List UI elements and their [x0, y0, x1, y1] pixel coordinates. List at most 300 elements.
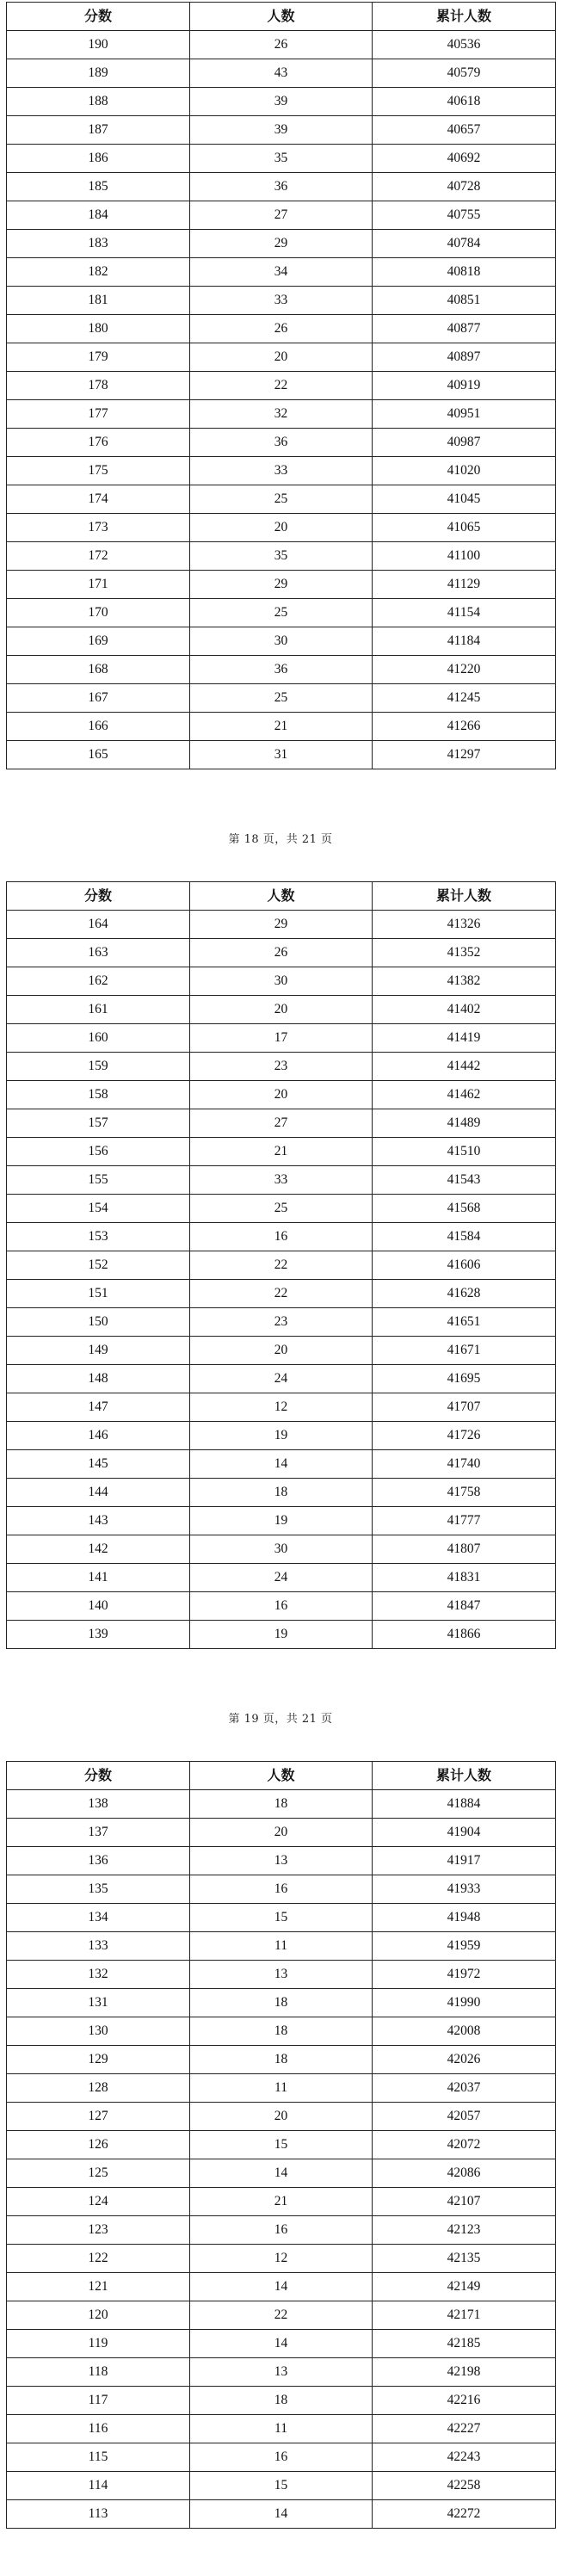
table-row — [7, 315, 556, 343]
cell-score: 170 — [7, 599, 190, 627]
page-footer: 第 18 页，共 21 页 — [228, 833, 333, 846]
cell-cumulative: 41959 — [373, 1932, 556, 1961]
cell-cumulative: 41326 — [373, 911, 556, 939]
cell-count: 19 — [190, 1507, 373, 1535]
cell-count: 26 — [190, 939, 373, 967]
cell-score: 154 — [7, 1195, 190, 1223]
table-row — [7, 1223, 556, 1251]
cell-count: 18 — [190, 2017, 373, 2046]
cell-score: 136 — [7, 1847, 190, 1875]
cell-count: 21 — [190, 1138, 373, 1166]
cell-score: 157 — [7, 1109, 190, 1138]
cell-score: 143 — [7, 1507, 190, 1535]
cell-count: 12 — [190, 2245, 373, 2273]
cell-cumulative: 41707 — [373, 1393, 556, 1422]
cell-cumulative: 42185 — [373, 2330, 556, 2358]
score-table-block-1 — [6, 2, 555, 769]
cell-score: 150 — [7, 1308, 190, 1337]
cell-count: 18 — [190, 1479, 373, 1507]
cell-count: 25 — [190, 485, 373, 514]
cell-score: 182 — [7, 258, 190, 287]
cell-cumulative: 42008 — [373, 2017, 556, 2046]
cell-count: 18 — [190, 1989, 373, 2017]
cell-cumulative: 41866 — [373, 1621, 556, 1649]
table-row — [7, 1592, 556, 1621]
cell-score: 180 — [7, 315, 190, 343]
cell-cumulative: 42072 — [373, 2131, 556, 2159]
cell-cumulative: 40657 — [373, 116, 556, 145]
table-row — [7, 967, 556, 996]
cell-count: 21 — [190, 2188, 373, 2216]
cell-score: 171 — [7, 571, 190, 599]
table-row — [7, 145, 556, 173]
cell-score: 138 — [7, 1790, 190, 1819]
cell-cumulative: 40728 — [373, 173, 556, 201]
cell-count: 15 — [190, 1904, 373, 1932]
cell-score: 151 — [7, 1280, 190, 1308]
cell-count: 21 — [190, 713, 373, 741]
table-row — [7, 2074, 556, 2103]
cell-cumulative: 41220 — [373, 656, 556, 684]
cell-count: 14 — [190, 1450, 373, 1479]
cell-score: 173 — [7, 514, 190, 542]
cell-cumulative: 40692 — [373, 145, 556, 173]
header-cumulative: 累计人数 — [373, 3, 556, 31]
cell-cumulative: 41948 — [373, 1904, 556, 1932]
cell-cumulative: 40536 — [373, 31, 556, 59]
table-row — [7, 1422, 556, 1450]
cell-cumulative: 41402 — [373, 996, 556, 1024]
table-row — [7, 1053, 556, 1081]
cell-cumulative: 41510 — [373, 1138, 556, 1166]
cell-count: 39 — [190, 88, 373, 116]
cell-cumulative: 42149 — [373, 2273, 556, 2301]
table-row — [7, 1195, 556, 1223]
cell-count: 29 — [190, 911, 373, 939]
cell-cumulative: 41831 — [373, 1564, 556, 1592]
cell-score: 140 — [7, 1592, 190, 1621]
cell-cumulative: 42258 — [373, 2472, 556, 2500]
cell-score: 183 — [7, 230, 190, 258]
table-row — [7, 400, 556, 429]
cell-score: 121 — [7, 2273, 190, 2301]
cell-count: 24 — [190, 1365, 373, 1393]
table-row — [7, 2358, 556, 2387]
cell-count: 15 — [190, 2131, 373, 2159]
cell-score: 187 — [7, 116, 190, 145]
cell-score: 114 — [7, 2472, 190, 2500]
cell-cumulative: 41695 — [373, 1365, 556, 1393]
table-row — [7, 2301, 556, 2330]
cell-cumulative: 41904 — [373, 1819, 556, 1847]
table-row — [7, 1251, 556, 1280]
cell-score: 128 — [7, 2074, 190, 2103]
cell-cumulative: 41020 — [373, 457, 556, 485]
cell-count: 36 — [190, 429, 373, 457]
cell-count: 26 — [190, 31, 373, 59]
cell-score: 169 — [7, 627, 190, 656]
cell-score: 162 — [7, 967, 190, 996]
table-row — [7, 599, 556, 627]
cell-score: 176 — [7, 429, 190, 457]
cell-score: 144 — [7, 1479, 190, 1507]
cell-cumulative: 42123 — [373, 2216, 556, 2245]
cell-count: 16 — [190, 2216, 373, 2245]
cell-count: 30 — [190, 967, 373, 996]
cell-count: 13 — [190, 2358, 373, 2387]
cell-cumulative: 41884 — [373, 1790, 556, 1819]
cell-count: 22 — [190, 1251, 373, 1280]
cell-score: 149 — [7, 1337, 190, 1365]
cell-count: 16 — [190, 1223, 373, 1251]
cell-score: 174 — [7, 485, 190, 514]
cell-count: 20 — [190, 1819, 373, 1847]
table-row — [7, 429, 556, 457]
cell-cumulative: 41543 — [373, 1166, 556, 1195]
cell-count: 25 — [190, 1195, 373, 1223]
cell-cumulative: 41489 — [373, 1109, 556, 1138]
cell-cumulative: 42198 — [373, 2358, 556, 2387]
cell-count: 15 — [190, 2472, 373, 2500]
table-row — [7, 2159, 556, 2188]
cell-cumulative: 41972 — [373, 1961, 556, 1989]
cell-cumulative: 41628 — [373, 1280, 556, 1308]
table-row — [7, 1081, 556, 1109]
table-row — [7, 2472, 556, 2500]
cell-cumulative: 41045 — [373, 485, 556, 514]
cell-score: 179 — [7, 343, 190, 372]
cell-count: 16 — [190, 1592, 373, 1621]
cell-score: 147 — [7, 1393, 190, 1422]
table-row — [7, 2387, 556, 2415]
cell-count: 33 — [190, 1166, 373, 1195]
cell-score: 131 — [7, 1989, 190, 2017]
cell-score: 164 — [7, 911, 190, 939]
cell-count: 29 — [190, 230, 373, 258]
table-row — [7, 1564, 556, 1592]
cell-count: 33 — [190, 287, 373, 315]
cell-score: 146 — [7, 1422, 190, 1450]
cell-score: 135 — [7, 1875, 190, 1904]
cell-score: 119 — [7, 2330, 190, 2358]
cell-cumulative: 41568 — [373, 1195, 556, 1223]
cell-count: 23 — [190, 1308, 373, 1337]
cell-score: 132 — [7, 1961, 190, 1989]
cell-cumulative: 40818 — [373, 258, 556, 287]
table-row — [7, 258, 556, 287]
cell-score: 120 — [7, 2301, 190, 2330]
table-row — [7, 1365, 556, 1393]
table-row — [7, 201, 556, 230]
cell-count: 13 — [190, 1961, 373, 1989]
header-count: 人数 — [190, 1762, 373, 1790]
table-row — [7, 713, 556, 741]
score-table — [6, 2, 556, 769]
cell-score: 127 — [7, 2103, 190, 2131]
cell-cumulative: 40987 — [373, 429, 556, 457]
cell-count: 11 — [190, 2074, 373, 2103]
cell-score: 178 — [7, 372, 190, 400]
header-count: 人数 — [190, 3, 373, 31]
cell-cumulative: 42272 — [373, 2500, 556, 2529]
table-row — [7, 514, 556, 542]
cell-score: 115 — [7, 2443, 190, 2472]
table-header-row — [7, 3, 556, 31]
header-cumulative: 累计人数 — [373, 1762, 556, 1790]
table-row — [7, 2131, 556, 2159]
cell-score: 116 — [7, 2415, 190, 2443]
table-row — [7, 1166, 556, 1195]
cell-count: 22 — [190, 372, 373, 400]
cell-count: 22 — [190, 2301, 373, 2330]
cell-count: 29 — [190, 571, 373, 599]
cell-count: 20 — [190, 996, 373, 1024]
table-row — [7, 287, 556, 315]
table-row — [7, 1989, 556, 2017]
cell-count: 36 — [190, 173, 373, 201]
table-row — [7, 343, 556, 372]
table-row — [7, 1961, 556, 1989]
cell-cumulative: 41462 — [373, 1081, 556, 1109]
cell-score: 118 — [7, 2358, 190, 2387]
header-count: 人数 — [190, 882, 373, 911]
table-row — [7, 1621, 556, 1649]
cell-cumulative: 42057 — [373, 2103, 556, 2131]
cell-score: 130 — [7, 2017, 190, 2046]
table-row — [7, 571, 556, 599]
cell-cumulative: 40755 — [373, 201, 556, 230]
cell-count: 26 — [190, 315, 373, 343]
cell-cumulative: 41671 — [373, 1337, 556, 1365]
table-row — [7, 485, 556, 514]
cell-score: 141 — [7, 1564, 190, 1592]
header-score: 分数 — [7, 3, 190, 31]
cell-cumulative: 41245 — [373, 684, 556, 713]
cell-score: 129 — [7, 2046, 190, 2074]
cell-count: 35 — [190, 145, 373, 173]
cell-score: 161 — [7, 996, 190, 1024]
table-row — [7, 684, 556, 713]
cell-score: 175 — [7, 457, 190, 485]
table-row — [7, 656, 556, 684]
cell-cumulative: 42243 — [373, 2443, 556, 2472]
table-row — [7, 911, 556, 939]
cell-score: 185 — [7, 173, 190, 201]
cell-cumulative: 41584 — [373, 1223, 556, 1251]
cell-count: 16 — [190, 1875, 373, 1904]
table-row — [7, 1875, 556, 1904]
table-row — [7, 1337, 556, 1365]
table-row — [7, 2188, 556, 2216]
cell-score: 172 — [7, 542, 190, 571]
cell-count: 20 — [190, 1337, 373, 1365]
cell-cumulative: 41990 — [373, 1989, 556, 2017]
cell-count: 35 — [190, 542, 373, 571]
cell-count: 14 — [190, 2273, 373, 2301]
cell-count: 39 — [190, 116, 373, 145]
table-row — [7, 116, 556, 145]
cell-count: 25 — [190, 684, 373, 713]
cell-score: 145 — [7, 1450, 190, 1479]
cell-count: 36 — [190, 656, 373, 684]
cell-cumulative: 41777 — [373, 1507, 556, 1535]
cell-cumulative: 40851 — [373, 287, 556, 315]
cell-cumulative: 41651 — [373, 1308, 556, 1337]
table-row — [7, 457, 556, 485]
cell-score: 189 — [7, 59, 190, 88]
cell-count: 23 — [190, 1053, 373, 1081]
cell-score: 155 — [7, 1166, 190, 1195]
cell-score: 134 — [7, 1904, 190, 1932]
cell-score: 188 — [7, 88, 190, 116]
cell-count: 18 — [190, 2046, 373, 2074]
cell-cumulative: 41740 — [373, 1450, 556, 1479]
cell-count: 30 — [190, 627, 373, 656]
cell-cumulative: 42086 — [373, 2159, 556, 2188]
cell-count: 20 — [190, 1081, 373, 1109]
cell-cumulative: 41352 — [373, 939, 556, 967]
cell-count: 27 — [190, 201, 373, 230]
cell-count: 19 — [190, 1621, 373, 1649]
table-row — [7, 2046, 556, 2074]
cell-score: 153 — [7, 1223, 190, 1251]
cell-count: 12 — [190, 1393, 373, 1422]
table-row — [7, 2245, 556, 2273]
cell-score: 123 — [7, 2216, 190, 2245]
table-row — [7, 230, 556, 258]
table-row — [7, 1138, 556, 1166]
cell-cumulative: 41154 — [373, 599, 556, 627]
cell-cumulative: 41297 — [373, 741, 556, 769]
cell-cumulative: 41129 — [373, 571, 556, 599]
table-row — [7, 627, 556, 656]
cell-count: 27 — [190, 1109, 373, 1138]
table-row — [7, 2216, 556, 2245]
table-row — [7, 2017, 556, 2046]
table-row — [7, 31, 556, 59]
cell-cumulative: 41382 — [373, 967, 556, 996]
cell-count: 18 — [190, 2387, 373, 2415]
cell-score: 163 — [7, 939, 190, 967]
table-header-row — [7, 1762, 556, 1790]
cell-score: 124 — [7, 2188, 190, 2216]
cell-cumulative: 42107 — [373, 2188, 556, 2216]
cell-cumulative: 41726 — [373, 1422, 556, 1450]
score-table — [6, 881, 556, 1649]
table-row — [7, 996, 556, 1024]
table-row — [7, 1450, 556, 1479]
table-row — [7, 1308, 556, 1337]
table-row — [7, 1790, 556, 1819]
cell-score: 142 — [7, 1535, 190, 1564]
cell-cumulative: 40579 — [373, 59, 556, 88]
table-body — [7, 31, 556, 769]
table-row — [7, 1932, 556, 1961]
cell-count: 34 — [190, 258, 373, 287]
cell-count: 19 — [190, 1422, 373, 1450]
table-row — [7, 542, 556, 571]
cell-cumulative: 41419 — [373, 1024, 556, 1053]
table-row — [7, 2415, 556, 2443]
cell-cumulative: 41184 — [373, 627, 556, 656]
cell-score: 165 — [7, 741, 190, 769]
cell-cumulative: 41847 — [373, 1592, 556, 1621]
table-row — [7, 1280, 556, 1308]
table-row — [7, 2273, 556, 2301]
cell-count: 25 — [190, 599, 373, 627]
table-row — [7, 1024, 556, 1053]
cell-cumulative: 42216 — [373, 2387, 556, 2415]
cell-score: 160 — [7, 1024, 190, 1053]
table-row — [7, 173, 556, 201]
header-cumulative: 累计人数 — [373, 882, 556, 911]
cell-count: 22 — [190, 1280, 373, 1308]
table-row — [7, 1847, 556, 1875]
cell-cumulative: 40877 — [373, 315, 556, 343]
table-row — [7, 1507, 556, 1535]
cell-cumulative: 42135 — [373, 2245, 556, 2273]
score-table-block-2 — [6, 881, 555, 1649]
cell-cumulative: 40618 — [373, 88, 556, 116]
table-body — [7, 911, 556, 1649]
cell-count: 20 — [190, 2103, 373, 2131]
cell-score: 148 — [7, 1365, 190, 1393]
cell-cumulative: 42171 — [373, 2301, 556, 2330]
cell-count: 17 — [190, 1024, 373, 1053]
cell-count: 20 — [190, 343, 373, 372]
table-row — [7, 372, 556, 400]
cell-cumulative: 40919 — [373, 372, 556, 400]
cell-count: 13 — [190, 1847, 373, 1875]
table-row — [7, 1393, 556, 1422]
cell-count: 18 — [190, 1790, 373, 1819]
cell-score: 184 — [7, 201, 190, 230]
cell-count: 32 — [190, 400, 373, 429]
cell-count: 11 — [190, 2415, 373, 2443]
cell-cumulative: 41606 — [373, 1251, 556, 1280]
cell-count: 14 — [190, 2500, 373, 2529]
header-score: 分数 — [7, 882, 190, 911]
cell-count: 11 — [190, 1932, 373, 1961]
cell-score: 190 — [7, 31, 190, 59]
table-row — [7, 2330, 556, 2358]
cell-count: 20 — [190, 514, 373, 542]
table-row — [7, 1819, 556, 1847]
cell-cumulative: 42026 — [373, 2046, 556, 2074]
cell-count: 14 — [190, 2330, 373, 2358]
cell-score: 168 — [7, 656, 190, 684]
cell-cumulative: 42227 — [373, 2415, 556, 2443]
table-row — [7, 1904, 556, 1932]
cell-score: 137 — [7, 1819, 190, 1847]
table-header-row — [7, 882, 556, 911]
cell-score: 158 — [7, 1081, 190, 1109]
cell-cumulative: 41917 — [373, 1847, 556, 1875]
cell-score: 177 — [7, 400, 190, 429]
table-body — [7, 1790, 556, 2529]
cell-cumulative: 40951 — [373, 400, 556, 429]
cell-cumulative: 41442 — [373, 1053, 556, 1081]
table-row — [7, 741, 556, 769]
cell-cumulative: 41807 — [373, 1535, 556, 1564]
table-row — [7, 939, 556, 967]
cell-count: 16 — [190, 2443, 373, 2472]
table-row — [7, 1479, 556, 1507]
score-table-block-3 — [6, 1761, 555, 2529]
cell-cumulative: 42037 — [373, 2074, 556, 2103]
table-row — [7, 2443, 556, 2472]
cell-score: 139 — [7, 1621, 190, 1649]
